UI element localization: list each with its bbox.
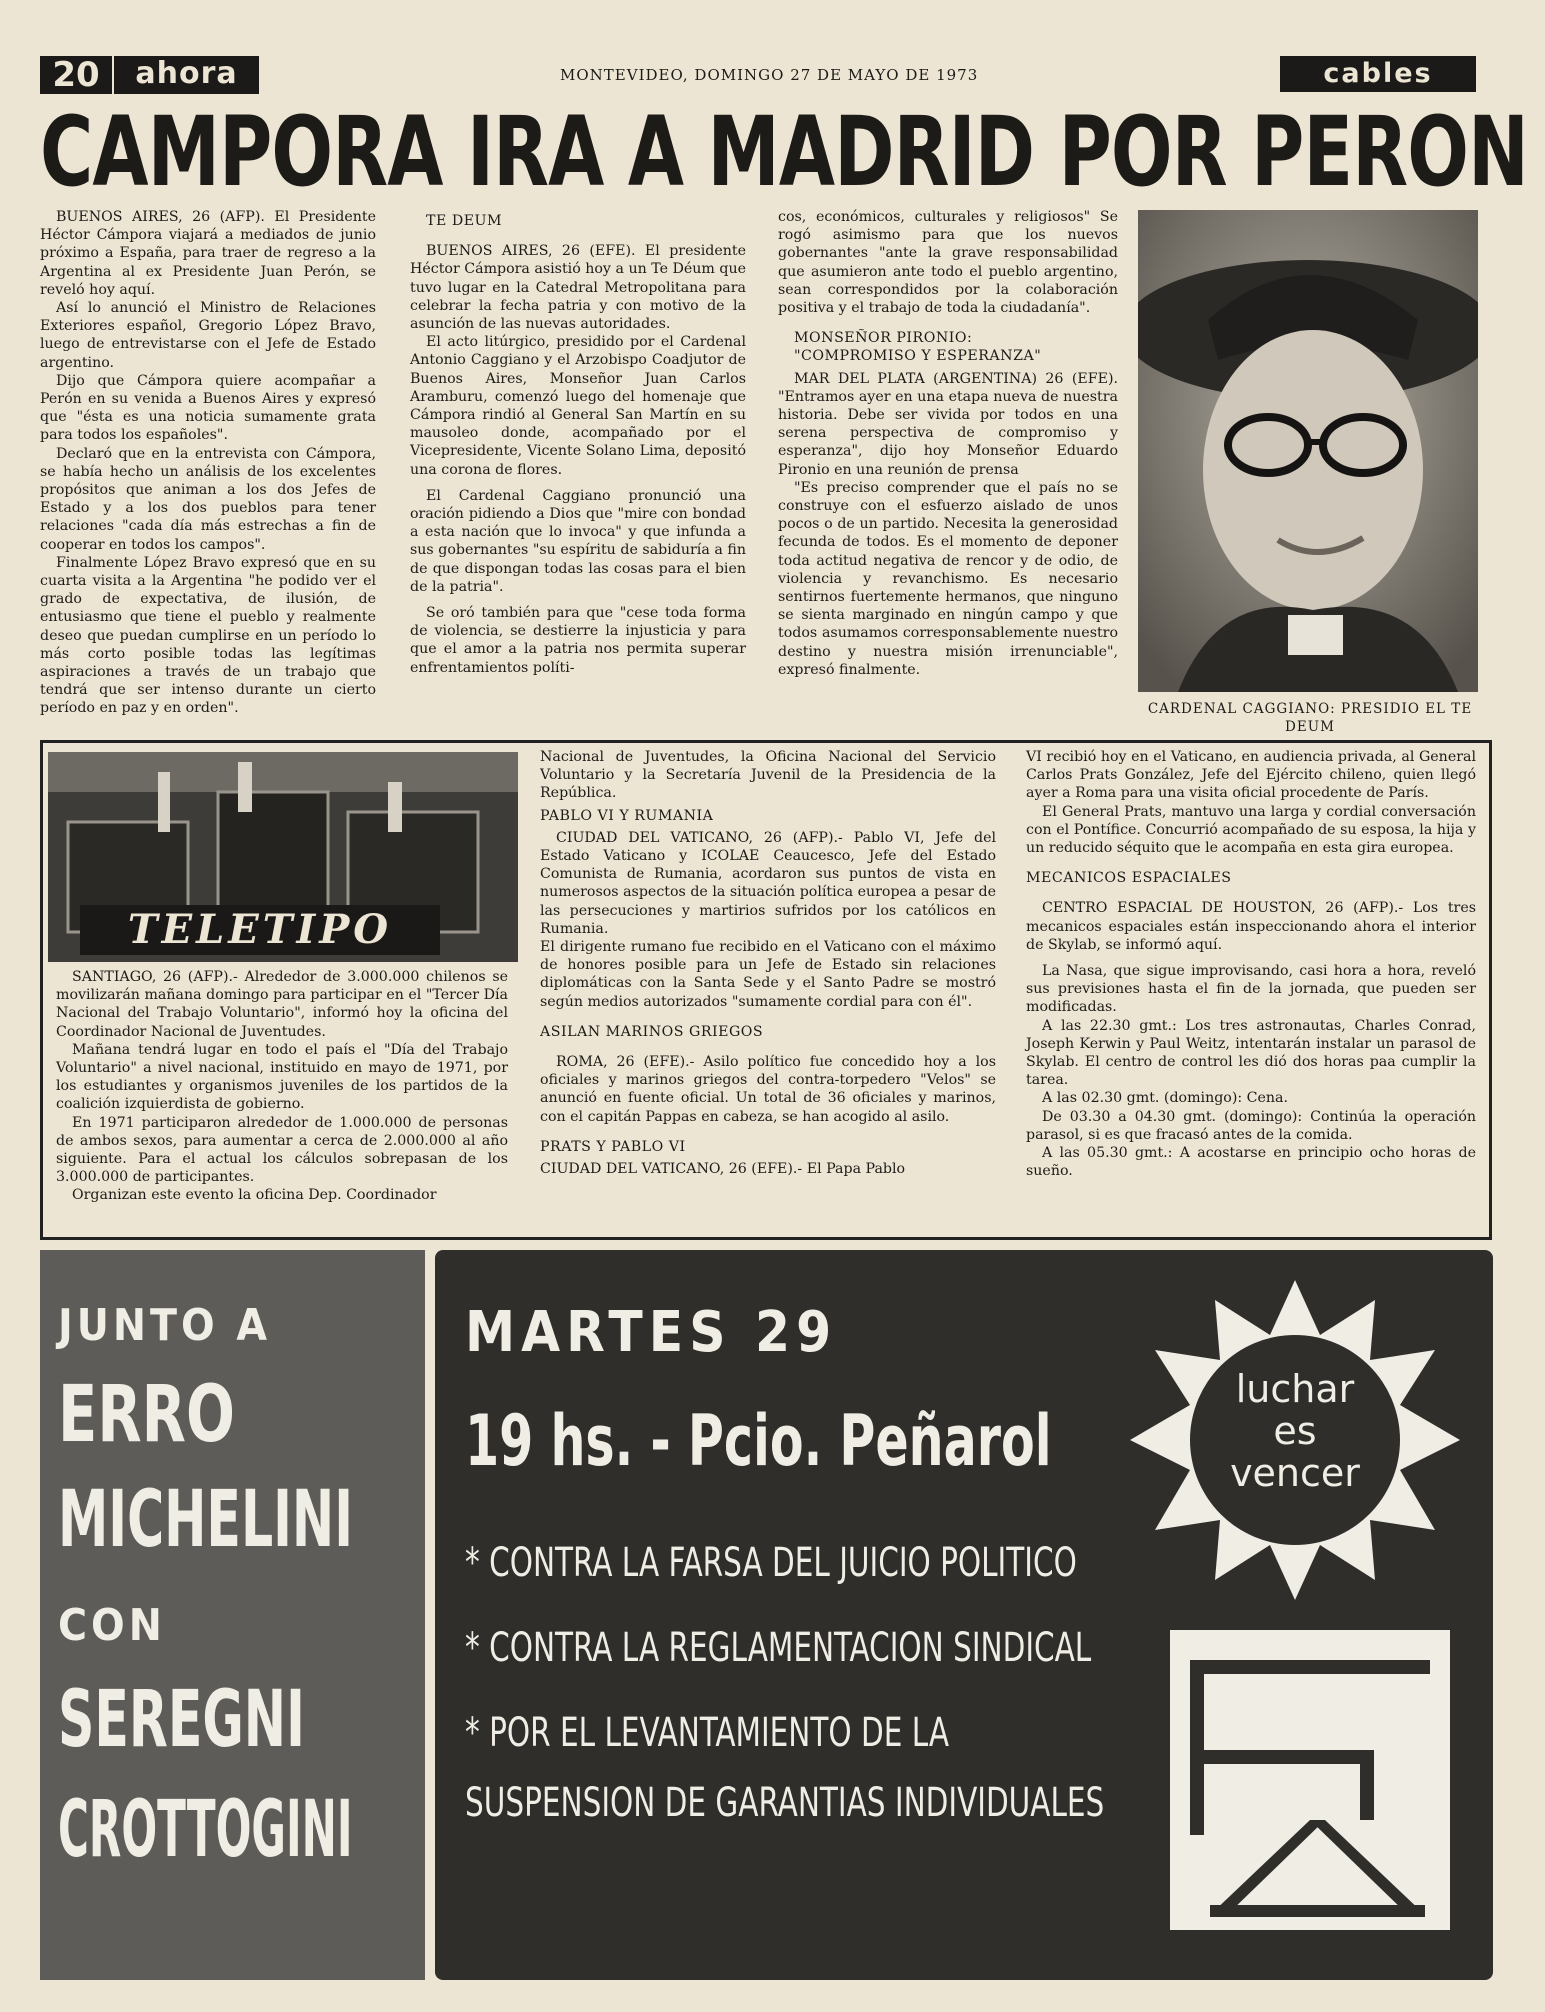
ad-bullet: SUSPENSION DE GARANTIAS INDIVIDUALES	[465, 1780, 1105, 1826]
paragraph: Nacional de Juventudes, la Oficina Nacional del Servicio Voluntario y la Secretaría Juvenil de la Presidencia de la República.	[540, 749, 996, 802]
portrait-illustration	[1138, 210, 1478, 692]
paragraph: Así lo anunció el Ministro de Relaciones Exteriores español, Gregorio López Bravo, luego de entrevistarse con el Jefe de Estado argentino.	[40, 300, 376, 371]
paragraph: CIUDAD DEL VATICANO, 26 (EFE).- El Papa Pablo	[540, 1161, 906, 1178]
paragraph: BUENOS AIRES, 26 (AFP). El Presidente Héctor Cámpora viajará a mediados de junio próximo a España, para traer de regreso a la Argentina al ex Presidente Juan Perón, se reveló hoy aquí.	[40, 209, 376, 298]
subheading: MONSEÑOR PIRONIO:	[794, 330, 973, 347]
dateline: MONTEVIDEO, DOMINGO 27 DE MAYO DE 1973	[560, 66, 979, 84]
paragraph: ROMA, 26 (EFE).- Asilo político fue concedido hoy a los oficiales y marinos griegos del contra-torpedero "Velos" se anunció en fuente oficial. Un total de 36 oficiales y marinos, con el capitán Pappas en cabeza, se han acogido al asilo.	[540, 1054, 996, 1125]
subheading: TE DEUM	[426, 213, 503, 229]
masthead-brand: ahora	[114, 56, 259, 94]
ad-bullet: * POR EL LEVANTAMIENTO DE LA	[465, 1710, 950, 1756]
teletipo-column-3	[1026, 748, 1476, 1180]
headline: CAMPORA IRA A MADRID POR PERON	[40, 96, 1528, 208]
ad-text: JUNTO A	[58, 1300, 272, 1351]
photo-caption: CARDENAL CAGGIANO: PRESIDIO EL TE DEUM	[1147, 701, 1473, 735]
frente-amplio-logo-icon	[1170, 1630, 1450, 1930]
paragraph: CIUDAD DEL VATICANO, 26 (AFP).- Pablo VI, Jefe del Estado Vaticano y ICOLAE Ceaucesco, Jefe del Estado Comunista de Rumania, acordaron sus puntos de vista en numerosos aspectos de la situación política europea a pesar de las persecuciones y martirios sufridos por los católicos en Rumania.	[540, 829, 996, 937]
subheading: ASILAN MARINOS GRIEGOS	[540, 1023, 764, 1040]
paragraph: El Cardenal Caggiano pronunció una oración pidiendo a Dios que "mire con bondad a esta nación que lo invoca" y que infunda a sus gobernantes "su espíritu de sabiduría a fin de que dispongan todas las cosas para el bien de la patria".	[410, 487, 746, 595]
article-column-3	[778, 208, 1118, 679]
ad-time-place: 19 hs. - Pcio. Peñarol	[465, 1400, 1052, 1482]
sun-emblem-icon	[1130, 1280, 1460, 1600]
paragraph: BUENOS AIRES, 26 (EFE). El presidente Héctor Cámpora asistió hoy a un Te Déum que tuvo lugar en la Catedral Metropolitana para celebrar la fecha patria y con motivo de la asunción de las nuevas autoridades.	[410, 243, 746, 333]
paragraph: El acto litúrgico, presidido por el Cardenal Antonio Caggiano y el Arzobispo Coadjutor de Buenos Aires, Monseñor Juan Carlos Aramburu, comenzó luego del homenaje que Cámpora rindió al General San Martín en su mausoleo donde, acompañado por el Vicepresidente, Vicente Solano Lima, depositó una corona de flores.	[410, 334, 746, 478]
paragraph: Dijo que Cámpora quiere acompañar a Perón en su venida a Buenos Aires y expresó que "ésta es una noticia sumamente grata para todos los españoles".	[40, 372, 376, 444]
paragraph: A las 22.30 gmt.: Los tres astronautas, Charles Conrad, Joseph Kerwin y Paul Weitz, intentarán instalar un parasol de Skylab. El centro de control les dió dos horas paa cumplir la tarea.	[1026, 1017, 1476, 1089]
ad-text: ERRO	[58, 1370, 235, 1460]
paragraph: MAR DEL PLATA (ARGENTINA) 26 (EFE). "Entramos ayer en una etapa nueva de nuestra historia. Debe ser vivida por todos en una serena perspectiva de compromiso y esperanza", dijo hoy Monseñor Eduardo Pironio en una reunión de prensa	[778, 370, 1118, 478]
paragraph: Se oró también para que "cese toda forma de violencia, se destierre la injusticia y para que el amor a la patria nos permita superar enfrentamientos políti-	[410, 605, 746, 676]
article-column-2	[410, 208, 746, 677]
paragraph: Finalmente López Bravo expresó que en su cuarta visita a la Argentina "he podido ver el grado de expectativa, de ilusión, de entusiasmo que tiene el pueblo y realmente deseo que puedan cumplirse en un período lo más corto posible todas las legítimas aspiraciones a través de un trabajo que tendrá que ser intenso durante un cierto período en paz y en orden".	[40, 554, 376, 717]
ad-bullet: * CONTRA LA REGLAMENTACION SINDICAL	[465, 1625, 1092, 1671]
teletipo-column-2	[540, 748, 996, 1178]
paragraph: cos, económicos, culturales y religiosos" Se rogó asimismo para que los nuevos gobernantes "ante la grave responsabilidad que asumieron ante todo el pueblo argentino, sean correspondidos por la colaboración positiva y el trabajo de toda la ciudadanía".	[778, 209, 1118, 317]
subheading: PABLO VI Y RUMANIA	[540, 807, 714, 824]
paragraph: SANTIAGO, 26 (AFP).- Alrededor de 3.000.000 chilenos se movilizarán mañana domingo para participar en el "Tercer Día Nacional del Trabajo Voluntario", informó hoy la oficina del Coordinador Nacional de Juventudes.	[56, 969, 508, 1040]
subheading: "COMPROMISO Y ESPERANZA"	[794, 348, 1042, 365]
teletipo-column-1	[56, 968, 508, 1205]
sun-text: vencer	[1230, 1451, 1360, 1495]
section-label: cables	[1280, 56, 1476, 92]
sun-text: luchar	[1235, 1367, 1355, 1411]
paragraph: El dirigente rumano fue recibido en el Vaticano con el máximo de honores posible para un Jefe de Estado sin relaciones diplomáticas con la Santa Sede y el Santo Padre se mostró según medios autorizados "sumamente cordial para con él".	[540, 939, 996, 1010]
subheading: PRATS Y PABLO VI	[540, 1138, 686, 1155]
paragraph: A las 02.30 gmt. (domingo): Cena.	[1042, 1090, 1289, 1107]
paragraph: "Es preciso comprender que el país no se construye con el esfuerzo aislado de unos pocos o de un partido. Necesita la generosidad fecunda de todos. Es el momento de deponer toda actitud negativa de rencor y de odio, de violencia y revanchismo. Es necesario sentirnos fuertemente hermanos, que ninguno se sienta marginado en ningún campo y que todos asumamos corresponsablemente nuestro destino y nuestra misión irrenunciable", expresó finalmente.	[778, 479, 1118, 678]
paragraph: CENTRO ESPACIAL DE HOUSTON, 26 (AFP).- Los tres mecanicos espaciales están inspeccionando ahora el interior de Skylab, se informó aquí.	[1026, 900, 1476, 953]
sun-text: es	[1273, 1409, 1317, 1453]
ad-text: MICHELINI	[58, 1475, 354, 1565]
ad-date: MARTES 29	[465, 1300, 838, 1365]
ad-text: CROTTOGINI	[58, 1785, 353, 1875]
paragraph: Declaró que en la entrevista con Cámpora, se había hecho un análisis de los excelentes propósitos que animan a los dos Jefes de Estado y a los dos pueblos para tener relaciones "cada día más estrechas a fin de cooperar en todos los campos".	[40, 445, 376, 553]
subheading: MECANICOS ESPACIALES	[1026, 870, 1232, 887]
ad-text: CON	[58, 1600, 166, 1651]
teletipo-label: TELETIPO	[80, 905, 440, 955]
paragraph: VI recibió hoy en el Vaticano, en audiencia privada, al General Carlos Prats González, Jefe del Ejército chileno, quien llegó ayer a Roma para una visita oficial procedente de París.	[1026, 749, 1476, 802]
paragraph: A las 05.30 gmt.: A acostarse en principio ocho horas de sueño.	[1026, 1145, 1476, 1180]
page-number: 20	[40, 56, 112, 94]
paragraph: La Nasa, que sigue improvisando, casi hora a hora, reveló sus previsiones hasta el fin de la jornada, que pueden ser modificadas.	[1026, 963, 1476, 1016]
ad-bullet: * CONTRA LA FARSA DEL JUICIO POLITICO	[465, 1540, 1077, 1586]
paragraph: De 03.30 a 04.30 gmt. (domingo): Continúa la operación parasol, si es que fracasó antes de la comida.	[1026, 1108, 1476, 1143]
paragraph: Organizan este evento la oficina Dep. Coordinador	[72, 1187, 437, 1204]
article-column-1	[40, 208, 376, 718]
paragraph: Mañana tendrá lugar en todo el país el "Día del Trabajo Voluntario" a nivel nacional, instituido en mayo de 1971, por los estudiantes y organismos juveniles de los partidos de la coalición izquierdista de gobierno.	[56, 1041, 508, 1113]
cardinal-portrait-photo	[1138, 210, 1478, 692]
ad-candidates-panel	[40, 1250, 425, 1980]
paragraph: En 1971 participaron alrededor de 1.000.000 de personas de ambos sexos, para aumentar a cerca de 2.000.000 al año siguiente. Para el actual los cálculos sobrepasan de los 3.000.000 de participantes.	[56, 1114, 508, 1186]
ad-text: SEREGNI	[58, 1675, 305, 1765]
paragraph: El General Prats, mantuvo una larga y cordial conversación con el Pontífice. Concurrió acompañado de su esposa, la hija y un reducido séquito que le acompaña en esta gira europea.	[1026, 803, 1476, 857]
